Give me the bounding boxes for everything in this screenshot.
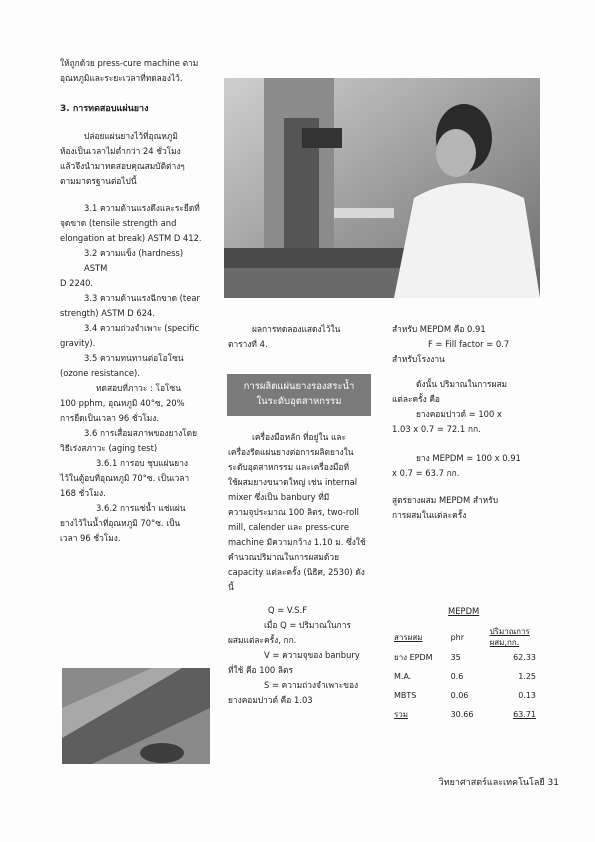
- middle-column: [228, 322, 372, 352]
- item-line: วิธีเร่งสภาวะ (aging test): [60, 443, 158, 453]
- mepdm-table: [388, 626, 542, 724]
- middle-body: [228, 430, 372, 708]
- table-header-row: [388, 626, 542, 648]
- caption-line: ผลการทดลองแสดงไว้ใน: [252, 324, 341, 334]
- table-cell: 62.33: [513, 653, 536, 662]
- section-title: 3. การทดสอบแผ่นยาง: [60, 104, 149, 114]
- table-cell: 63.71: [513, 710, 536, 719]
- body-line: ระดับอุตสาหกรรม และเครื่องมือที่: [228, 462, 349, 472]
- right-line: 1.03 x 0.7 = 72.1 กก.: [392, 424, 481, 434]
- page-footer: วิทยาศาสตร์และเทคโนโลยี 31: [438, 778, 559, 788]
- lab-photo-image: [224, 78, 540, 298]
- right-line: การผสมในแต่ละครั้ง: [392, 510, 467, 520]
- item-line: ทดสอบที่ภาวะ : โอโซน: [96, 383, 181, 393]
- item-line: 3.4 ความถ่วงจำเพาะ (specific: [84, 323, 200, 333]
- item-line: จุดขาด (tensile strength and: [60, 218, 177, 228]
- item-line: ไว้ในตู้อบที่อุณหภูมิ 70°ซ. เป็นเวลา: [60, 473, 190, 483]
- right-line: แต่ละครั้ง คือ: [392, 394, 440, 404]
- right-line: สูตรยางผสม MEPDM สำหรับ: [392, 495, 499, 505]
- body-line: คำนวณปริมาณในการผสมด้วย: [228, 552, 339, 562]
- right-line: สำหรับโรงงาน: [392, 354, 445, 364]
- item-line: 3.2 ความแข็ง (hardness) ASTM: [84, 248, 184, 273]
- table-cell: รวม: [394, 710, 409, 719]
- intro-line: ให้ถูกด้วย press-cure machine ตาม: [60, 58, 199, 68]
- body-line: ความจุประมาณ 100 ลิตร, two-roll: [228, 507, 359, 517]
- intro-line: อุณหภูมิและระยะเวลาที่ทดลองไว้.: [60, 73, 183, 83]
- def-line: ที่ใช้ คือ 100 ลิตร: [228, 665, 293, 675]
- table-cell: 0.6: [450, 672, 464, 681]
- section-line: แล้วจึงนำมาทดสอบคุณสมบัติต่างๆ: [60, 161, 185, 171]
- item-line: 3.6 การเสื่อมสภาพของยางโดย: [84, 428, 198, 438]
- def-line: เมื่อ Q = ปริมาณในการ: [264, 620, 351, 630]
- table-title: MEPDM: [448, 606, 480, 616]
- section-line: ห้องเป็นเวลาไม่ต่ำกว่า 24 ชั่วโมง: [60, 146, 181, 156]
- item-line: ยางไว้ในน้ำที่อุณหภูมิ 70°ซ. เป็น: [60, 518, 181, 528]
- item-line: elongation at break) ASTM D 412.: [60, 233, 202, 243]
- body-line: นี้: [228, 582, 234, 592]
- table-row: [388, 667, 542, 686]
- table-cell: 0.13: [518, 691, 536, 700]
- table-cell: 0.06: [450, 691, 469, 700]
- banner-line: การผลิตแผ่นยางรองสระน้ำ: [243, 381, 355, 392]
- def-line: V = ความจุของ banbury: [264, 650, 360, 660]
- table-header-line: ผสม,กก.: [489, 638, 520, 647]
- table-cell: M.A.: [394, 672, 412, 681]
- left-column: [60, 56, 208, 546]
- body-line: mixer ซึ่งเป็น banbury ที่มี: [228, 492, 330, 502]
- item-line: เวลา 96 ชั่วโมง.: [60, 533, 121, 543]
- table-cell: MBTS: [394, 691, 417, 700]
- table-cell: 1.25: [518, 672, 536, 681]
- table-row: [388, 648, 542, 667]
- rubber-sheet-image: [62, 668, 210, 764]
- right-line: ดังนั้น ปริมาณในการผสม: [416, 379, 508, 389]
- table-cell: 35: [450, 653, 461, 662]
- body-line: capacity แต่ละครั้ง (นิธิศ, 2530) ดัง: [228, 567, 365, 577]
- body-line: ใช้ผสมยางขนาดใหญ่ เช่น internal: [228, 477, 358, 487]
- item-line: 3.3 ความต้านแรงฉีกขาด (tear: [84, 293, 200, 303]
- formula: Q = V.S.F: [268, 605, 308, 615]
- item-line: gravity).: [60, 338, 96, 348]
- right-line: ยางคอมปาวด์ = 100 x: [416, 409, 502, 419]
- banner-line: ในระดับอุตสาหกรรม: [256, 396, 342, 407]
- table-header: phr: [450, 632, 464, 642]
- right-line: ยาง MEPDM = 100 x 0.91: [416, 453, 521, 463]
- table-row: [388, 705, 542, 724]
- item-line: 100 pphm, อุณหภูมิ 40°ซ, 20%: [60, 398, 185, 408]
- section-banner: [227, 374, 371, 416]
- right-line: x 0.7 = 63.7 กก.: [392, 468, 460, 478]
- item-line: D 2240.: [60, 278, 94, 288]
- item-line: (ozone resistance).: [60, 368, 140, 378]
- right-line: F = Fill factor = 0.7: [428, 339, 510, 349]
- item-line: strength) ASTM D 624.: [60, 308, 156, 318]
- def-line: ผสมแต่ละครั้ง, กก.: [228, 635, 297, 645]
- item-line: 168 ชั่วโมง.: [60, 488, 106, 498]
- section-line: ตามมาตรฐานต่อไปนี้: [60, 176, 137, 186]
- table-header: [484, 626, 542, 648]
- def-line: ยางคอมปาวด์ คือ 1.03: [228, 695, 313, 705]
- table-row: [388, 686, 542, 705]
- body-line: mill, calender และ press-cure: [228, 522, 350, 532]
- table-cell: 30.66: [450, 710, 474, 719]
- table-header: สารผสม: [394, 632, 423, 642]
- item-line: การยืดเป็นเวลา 96 ชั่วโมง.: [60, 413, 160, 423]
- section-line: ปล่อยแผ่นยางไว้ที่อุณหภูมิ: [84, 131, 178, 141]
- body-line: เครื่องรีดแผ่นยางต่อการผลิตยางใน: [228, 447, 354, 457]
- body-line: machine มีความกว้าง 1.10 ม. ซึ่งใช้: [228, 537, 366, 547]
- right-column: [392, 322, 542, 523]
- table-header-line: ปริมาณการ: [489, 627, 530, 636]
- item-line: 3.5 ความทนทานต่อโอโซน: [84, 353, 184, 363]
- table-cell: ยาง EPDM: [394, 653, 433, 662]
- lab-photo: [224, 78, 540, 298]
- rubber-sheet-photo: [62, 668, 210, 764]
- caption-line: ตารางที่ 4.: [228, 339, 268, 349]
- item-line: 3.1 ความต้านแรงดึงและระยืดที่: [84, 203, 200, 213]
- def-line: S = ความถ่วงจำเพาะของ: [264, 680, 359, 690]
- item-line: 3.6.1 การอบ ชุบแผ่นยาง: [96, 458, 188, 468]
- body-line: เครื่องมือหลัก ที่อยู่ใน และ: [252, 432, 346, 442]
- right-line: สำหรับ MEPDM คือ 0.91: [392, 324, 486, 334]
- item-line: 3.6.2 การแช่น้ำ แช่แผ่น: [96, 503, 186, 513]
